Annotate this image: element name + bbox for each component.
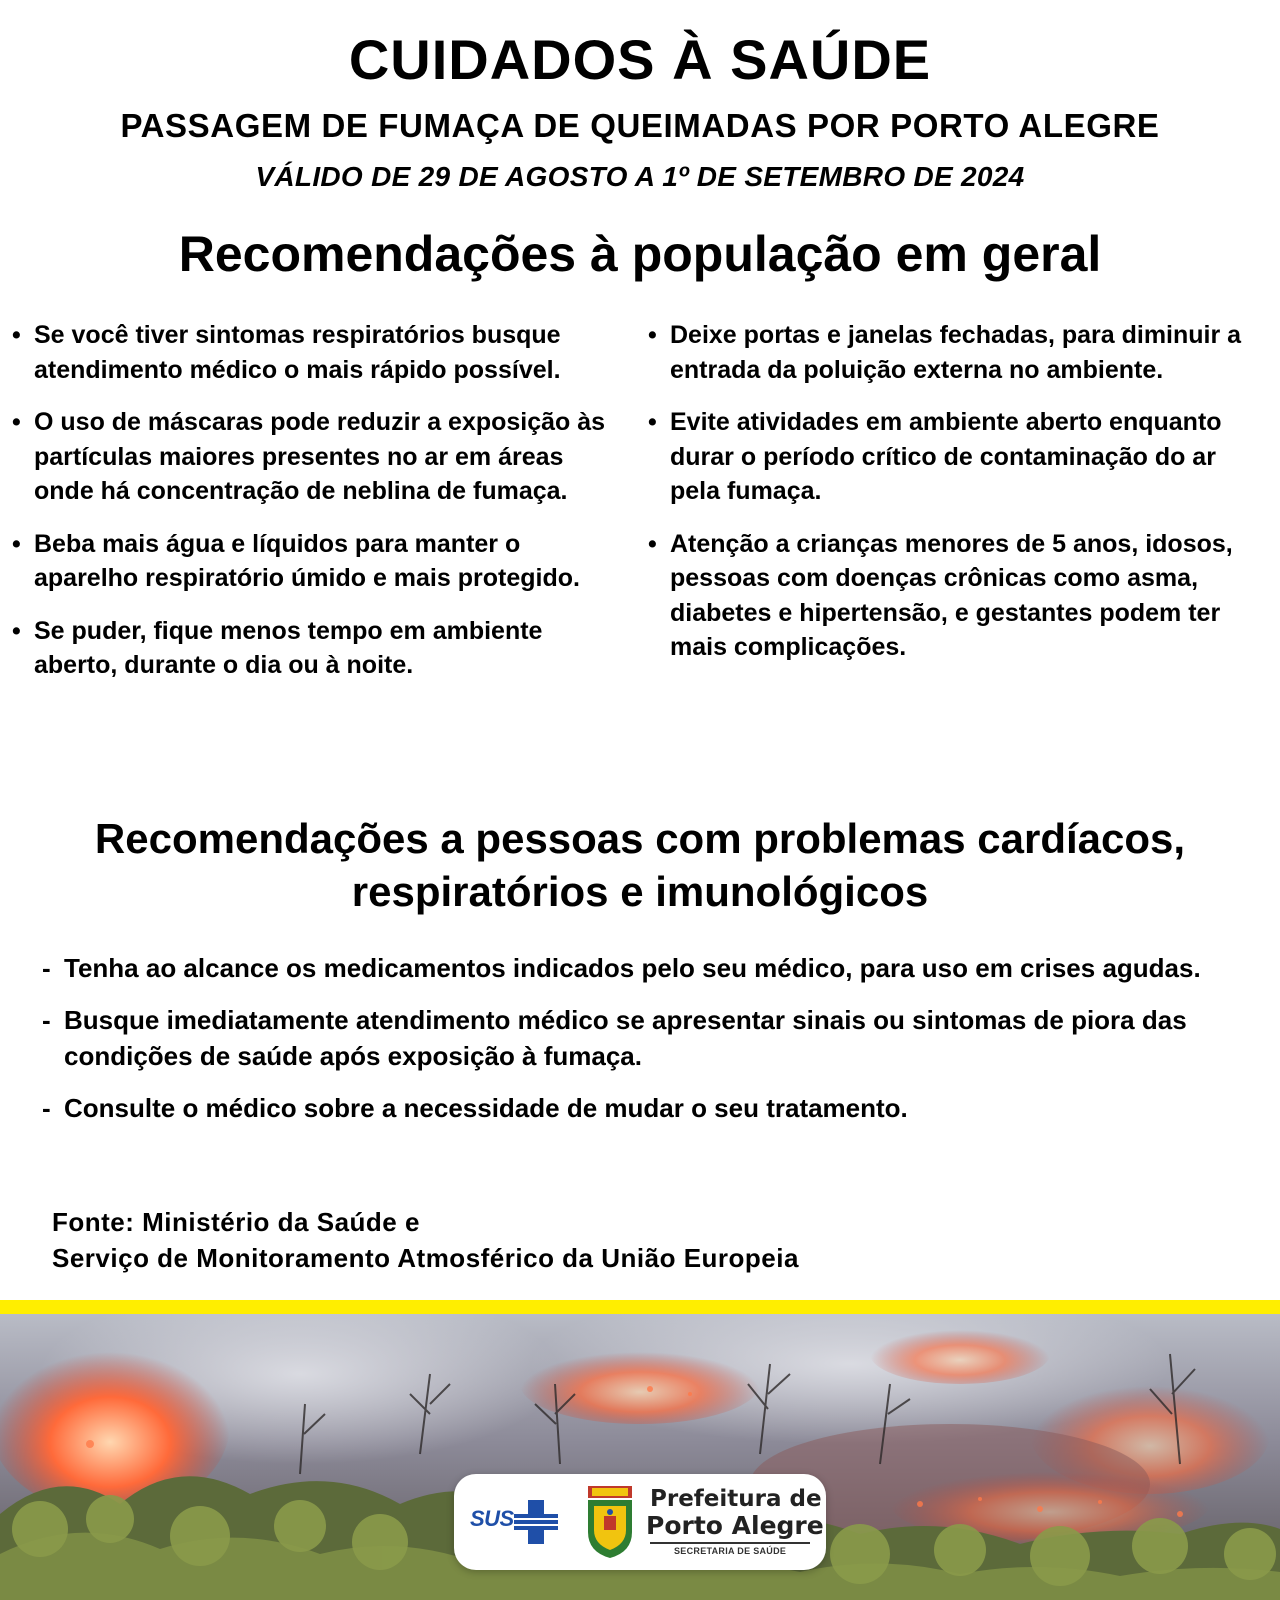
bullet-mark: •	[648, 321, 657, 349]
list-item-text: Consulte o médico sobre a necessidade de mudar o seu tratamento.	[64, 1093, 908, 1123]
list-item	[12, 318, 612, 387]
prefeitura-name-line1: Prefeitura de	[650, 1486, 822, 1512]
list-item	[42, 950, 1252, 986]
dash-mark: -	[42, 1005, 51, 1035]
list-item-text: Deixe portas e janelas fechadas, para diminuir a entrada da poluição externa no ambiente.	[670, 321, 1242, 384]
list-item	[42, 1090, 1252, 1126]
validity-dates: VÁLIDO DE 29 DE AGOSTO A 1º DE SETEMBRO DE 2024	[255, 161, 1025, 192]
yellow-divider	[0, 1300, 1280, 1314]
wildfire-photo	[0, 1314, 1280, 1600]
list-item	[648, 527, 1266, 665]
list-item	[648, 318, 1266, 387]
bullet-mark: •	[12, 321, 21, 349]
dash-mark: -	[42, 953, 51, 983]
list-item-text: Se você tiver sintomas respiratórios busque atendimento médico o mais rápido possível.	[34, 321, 561, 384]
list-item-text: Atenção a crianças menores de 5 anos, idosos, pessoas com doenças crônicas como asma, diabetes e hipertensão, e gestantes podem ter mais complicações.	[670, 529, 1233, 661]
bullet-mark: •	[12, 616, 21, 645]
special-heading-line2: respiratórios e imunológicos	[351, 868, 929, 915]
list-item-text: Tenha ao alcance os medicamentos indicados pelo seu médico, para uso em crises agudas.	[64, 953, 1201, 983]
page-title: CUIDADOS À SAÚDE	[348, 28, 932, 91]
bullet-mark: •	[648, 529, 657, 558]
sus-logo-text: SUS	[470, 1506, 514, 1531]
special-heading-line1: Recomendações a pessoas com problemas cardíacos,	[94, 815, 1186, 862]
bullet-mark: •	[648, 408, 657, 436]
general-right-list	[648, 318, 1266, 683]
list-item-text: Se puder, fique menos tempo em ambiente aberto, durante o dia ou à noite.	[34, 616, 543, 679]
bullet-mark: •	[12, 408, 21, 436]
list-item	[42, 1002, 1252, 1074]
page-subtitle: PASSAGEM DE FUMAÇA DE QUEIMADAS POR PORTO ALEGRE	[120, 107, 1160, 144]
special-heading	[0, 812, 1280, 918]
list-item	[12, 614, 612, 683]
bullet-mark: •	[12, 529, 21, 558]
general-heading: Recomendações à população em geral	[178, 226, 1102, 282]
prefeitura-department: SECRETARIA DE SAÚDE	[674, 1546, 787, 1556]
list-item-text: O uso de máscaras pode reduzir a exposição às partículas maiores presentes no ar em áreas onde há concentração de neblina de fumaça.	[34, 408, 606, 505]
sus-cross-icon	[514, 1500, 558, 1544]
prefeitura-name-line2: Porto Alegre	[646, 1511, 824, 1540]
list-item-text: Beba mais água e líquidos para manter o aparelho respiratório úmido e mais protegido.	[34, 529, 580, 592]
list-item-text: Evite atividades em ambiente aberto enquanto durar o período crítico de contaminação do ar pela fumaça.	[670, 408, 1222, 505]
prefeitura-divider	[650, 1542, 810, 1544]
dash-mark: -	[42, 1093, 51, 1123]
logo-card	[454, 1474, 826, 1570]
list-item	[648, 405, 1266, 509]
source-line1: Fonte: Ministério da Saúde e	[52, 1207, 420, 1237]
porto-alegre-coat-of-arms-icon	[582, 1484, 638, 1560]
special-list	[42, 950, 1252, 1142]
source-credit	[52, 1204, 1152, 1276]
source-line2: Serviço de Monitoramento Atmosférico da União Europeia	[52, 1243, 799, 1273]
list-item-text: Busque imediatamente atendimento médico se apresentar sinais ou sintomas de piora das condições de saúde após exposição à fumaça.	[64, 1005, 1187, 1071]
list-item	[12, 405, 612, 509]
list-item	[12, 527, 612, 596]
general-left-list	[12, 318, 612, 701]
